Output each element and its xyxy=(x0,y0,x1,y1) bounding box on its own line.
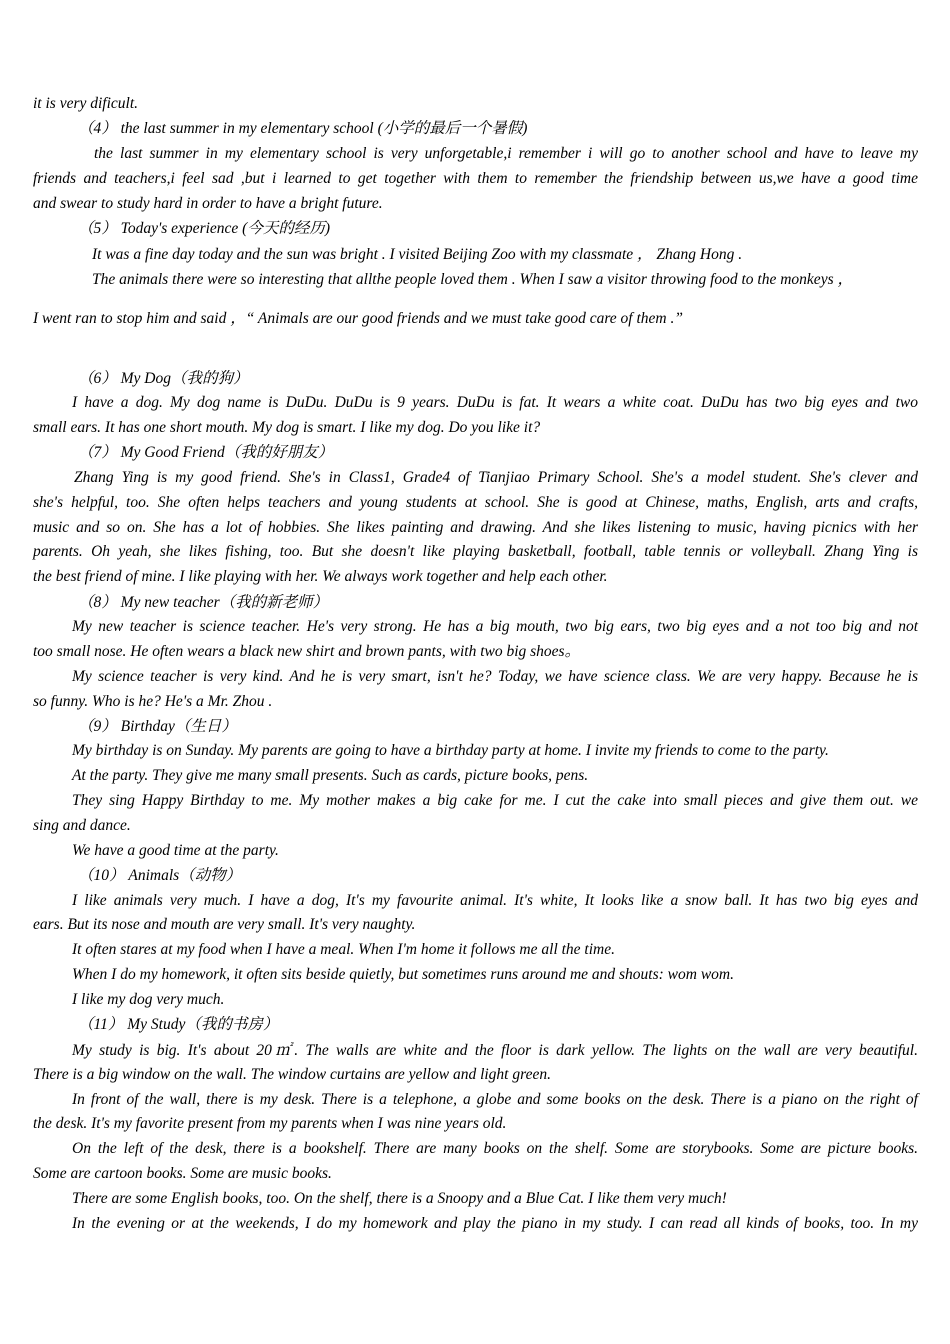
text-line: Some are cartoon books. Some are music books. xyxy=(33,1165,332,1182)
text-line: In front of the wall, there is my desk. There is a telephone, a globe and some books on the desk. There is a piano on the right of xyxy=(72,1091,918,1108)
text-line: the last summer in my elementary school is very unforgetable,i remember i will go to another school and have to leave my xyxy=(94,145,918,162)
text-line: On the left of the desk, there is a bookshelf. There are many books on the shelf. Some are storybooks. Some are picture books. xyxy=(72,1140,918,1157)
text-line: My birthday is on Sunday. My parents are going to have a birthday party at home. I invite my friends to come to the party. xyxy=(72,742,829,759)
text-line: music and so on. She has a lot of hobbies. She likes painting and drawing. And she likes listening to music, having picnics with her xyxy=(33,519,918,536)
text-line: she's helpful, too. She often helps teachers and young students at school. She is good at Chinese, maths, English, arts and crafts, xyxy=(33,494,918,511)
text-line: the best friend of mine. I like playing with her. We always work together and help each other. xyxy=(33,568,608,585)
section-heading-6: （6） My Dog（我的狗） xyxy=(78,370,249,387)
text-line: the desk. It's my favorite present from my parents when I was nine years old. xyxy=(33,1115,507,1132)
text-line: In the evening or at the weekends, I do my homework and play the piano in my study. I can read all kinds of books, too. In my xyxy=(72,1215,918,1232)
text-line: Zhang Ying is my good friend. She's in Class1, Grade4 of Tianjiao Primary School. She's a model student. She's clever and xyxy=(74,469,918,486)
text-line: At the party. They give me many small presents. Such as cards, picture books, pens. xyxy=(72,767,589,784)
text-line: I went ran to stop him and said ，“ Animals are our good friends and we must take good care of them .” xyxy=(33,310,683,327)
text-line: sing and dance. xyxy=(33,817,131,834)
section-heading-7: （7） My Good Friend（我的好朋友） xyxy=(78,444,334,461)
section-heading-9: （9） Birthday（生日） xyxy=(78,718,237,735)
text-line: My science teacher is very kind. And he is very smart, isn't he? Today, we have science class. We are very happy. Because he is xyxy=(72,668,918,685)
section-heading-4: （4） the last summer in my elementary school (小学的最后一个暑假) xyxy=(78,120,528,137)
section-heading-8: （8） My new teacher（我的新老师） xyxy=(78,594,329,611)
text-line: I like animals very much. I have a dog, It's my favourite animal. It's white, It looks like a snow ball. It has two big eyes and xyxy=(72,892,918,909)
text-line: There are some English books, too. On the shelf, there is a Snoopy and a Blue Cat. I like them very much! xyxy=(72,1190,727,1207)
text-line: friends and teachers,i feel sad ,but i learned to get together with them to remember the friendship between us,we have a good time xyxy=(33,170,918,187)
text-line: I like my dog very much. xyxy=(72,991,225,1008)
text-line: My study is big. It's about 20㎡. The walls are white and the floor is dark yellow. The lights on the wall are very beautiful. xyxy=(72,1042,918,1059)
text-line: It often stares at my food when I have a meal. When I'm home it follows me all the time. xyxy=(72,941,615,958)
text-line: My new teacher is science teacher. He's very strong. He has a big mouth, two big ears, two big eyes and a not too big and not xyxy=(72,618,918,635)
text-line: It was a fine day today and the sun was bright . I visited Beijing Zoo with my classmate ， Zhang Hong . xyxy=(92,246,743,263)
text-line: and swear to study hard in order to have a bright future. xyxy=(33,195,383,212)
text-line: small ears. It has one short mouth. My dog is smart. I like my dog. Do you like it? xyxy=(33,419,541,436)
text-line: When I do my homework, it often sits beside quietly, but sometimes runs around me and shouts: wom wom. xyxy=(72,966,734,983)
text-line: I have a dog. My dog name is DuDu. DuDu is 9 years. DuDu is fat. It wears a white coat. DuDu has two big eyes and two xyxy=(72,394,918,411)
text-line: ears. But its nose and mouth are very small. It's very naughty. xyxy=(33,916,416,933)
section-heading-5: （5） Today's experience (今天的经历) xyxy=(78,220,330,237)
text-line: too small nose. He often wears a black new shirt and brown pants, with two big shoes。 xyxy=(33,643,581,660)
text-line: There is a big window on the wall. The window curtains are yellow and light green. xyxy=(33,1066,551,1083)
section-heading-10: （10） Animals（动物） xyxy=(78,867,242,884)
text-line: We have a good time at the party. xyxy=(72,842,279,859)
text-line: The animals there were so interesting that allthe people loved them . When I saw a visitor throwing food to the monkeys ， xyxy=(92,271,853,288)
text-line: They sing Happy Birthday to me. My mother makes a big cake for me. I cut the cake into small pieces and give them out. we xyxy=(72,792,918,809)
text-line: so funny. Who is he? He's a Mr. Zhou . xyxy=(33,693,273,710)
text-line: parents. Oh yeah, she likes fishing, too. But she doesn't like playing basketball, football, table tennis or volleyball. Zhang Ying is xyxy=(33,543,918,560)
section-heading-11: （11） My Study（我的书房） xyxy=(78,1016,279,1033)
text-line: it is very dificult. xyxy=(33,95,139,112)
